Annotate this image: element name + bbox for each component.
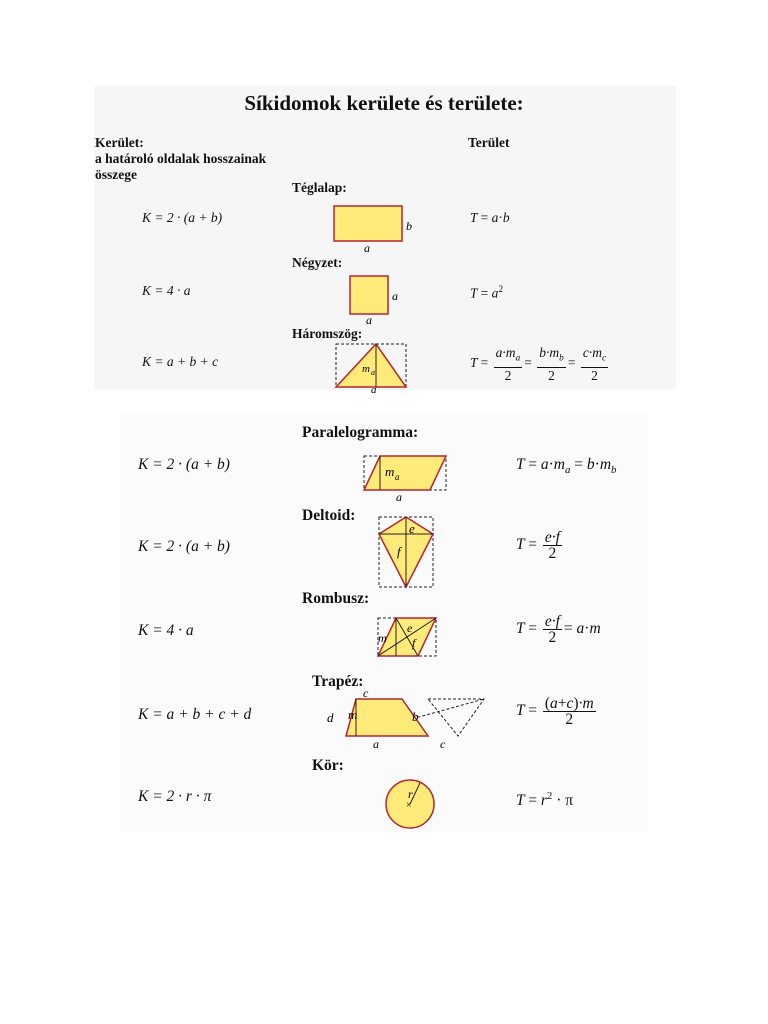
trapezoid-perimeter: K = a + b + c + d: [138, 706, 252, 723]
trapezoid-label-a: a: [373, 737, 379, 751]
square-perimeter: K = 4 · a: [142, 283, 191, 298]
trapezoid-label-top: c: [363, 686, 369, 700]
parallelogram-area: $T = a\cdot m_a = b\cdot m_b$: [516, 456, 617, 477]
parallelogram-label-base: a: [396, 490, 402, 504]
triangle-title: Háromszög:: [292, 326, 363, 341]
circle-title: Kör:: [312, 757, 344, 774]
trapezoid-label-m: m: [348, 707, 358, 722]
rectangle-title: Téglalap:: [292, 180, 347, 195]
deltoid-title: Deltoid:: [302, 507, 356, 524]
page-title: Síkidomok kerülete és területe:: [244, 91, 524, 115]
perimeter-desc-line1: a határoló oldalak hosszainak: [95, 151, 267, 166]
rectangle-label-b: b: [406, 219, 412, 233]
square-figure: [346, 272, 406, 327]
trapezoid-figure: [322, 686, 492, 752]
trapezoid-label-c: c: [440, 737, 446, 751]
rhombus-label-e: e: [407, 621, 413, 635]
triangle-label-height: m: [362, 363, 370, 375]
triangle-figure: [332, 340, 410, 396]
rhombus-title: Rombusz:: [302, 590, 370, 607]
svg-text:×: ×: [406, 800, 412, 811]
deltoid-perimeter: K = 2 · (a + b): [138, 538, 230, 555]
area-header: Terület: [468, 135, 510, 150]
trapezoid-title: Trapéz:: [312, 673, 364, 690]
trapezoid-label-b: b: [412, 709, 419, 724]
svg-text:a: a: [371, 368, 375, 377]
rectangle-label-a: a: [364, 241, 370, 255]
parallelogram-perimeter: K = 2 · (a + b): [138, 456, 230, 473]
rectangle-perimeter: K = 2 · (a + b): [142, 210, 223, 225]
triangle-perimeter: K = a + b + c: [142, 354, 219, 369]
trapezoid-label-d: d: [327, 710, 334, 725]
parallelogram-figure: [360, 452, 450, 502]
rhombus-label-f: f: [412, 636, 416, 650]
trapezoid-area: T = $\frac{(a+c)\cdot m}{2}$: [516, 695, 594, 728]
perimeter-title: Kerület:: [95, 135, 144, 150]
triangle-label-base: a: [371, 384, 377, 396]
square-label-bottom: a: [366, 313, 372, 327]
square-area: $T = a^2$: [470, 285, 504, 301]
circle-figure: [384, 778, 438, 832]
rhombus-perimeter: K = 4 · a: [138, 622, 194, 639]
deltoid-label-e: e: [409, 521, 415, 536]
deltoid-figure: [376, 514, 436, 590]
deltoid-area: T = $\frac{e\cdot f}{2}$: [516, 529, 560, 562]
square-label-side: a: [392, 289, 398, 303]
deltoid-label-f: f: [397, 544, 401, 559]
circle-label-r: r: [408, 787, 413, 801]
rectangle-area: T = a·b: [470, 210, 510, 225]
triangle-area: T = $\frac{a\cdot m_a}{2}$ = $\frac{b\cdot m_b}{2}$ = $\frac{c\cdot m_c}{2}$: [470, 345, 607, 383]
perimeter-desc-line2: összege: [95, 167, 137, 182]
rhombus-area: T = $\frac{e\cdot f}{2}$ = a·m: [516, 613, 601, 646]
rhombus-label-m: m: [378, 631, 387, 645]
square-title: Négyzet:: [292, 255, 343, 270]
rhombus-figure: [374, 614, 440, 660]
parallelogram-label-height: m: [385, 464, 395, 479]
svg-text:a: a: [395, 472, 400, 482]
perimeter-header: [95, 135, 266, 183]
rectangle-figure: [330, 202, 420, 255]
circle-perimeter: K = 2 · r · π: [138, 788, 212, 805]
circle-area: $T = r^2 \cdot \pi$: [516, 790, 574, 810]
parallelogram-title: Paralelogramma:: [302, 424, 419, 441]
